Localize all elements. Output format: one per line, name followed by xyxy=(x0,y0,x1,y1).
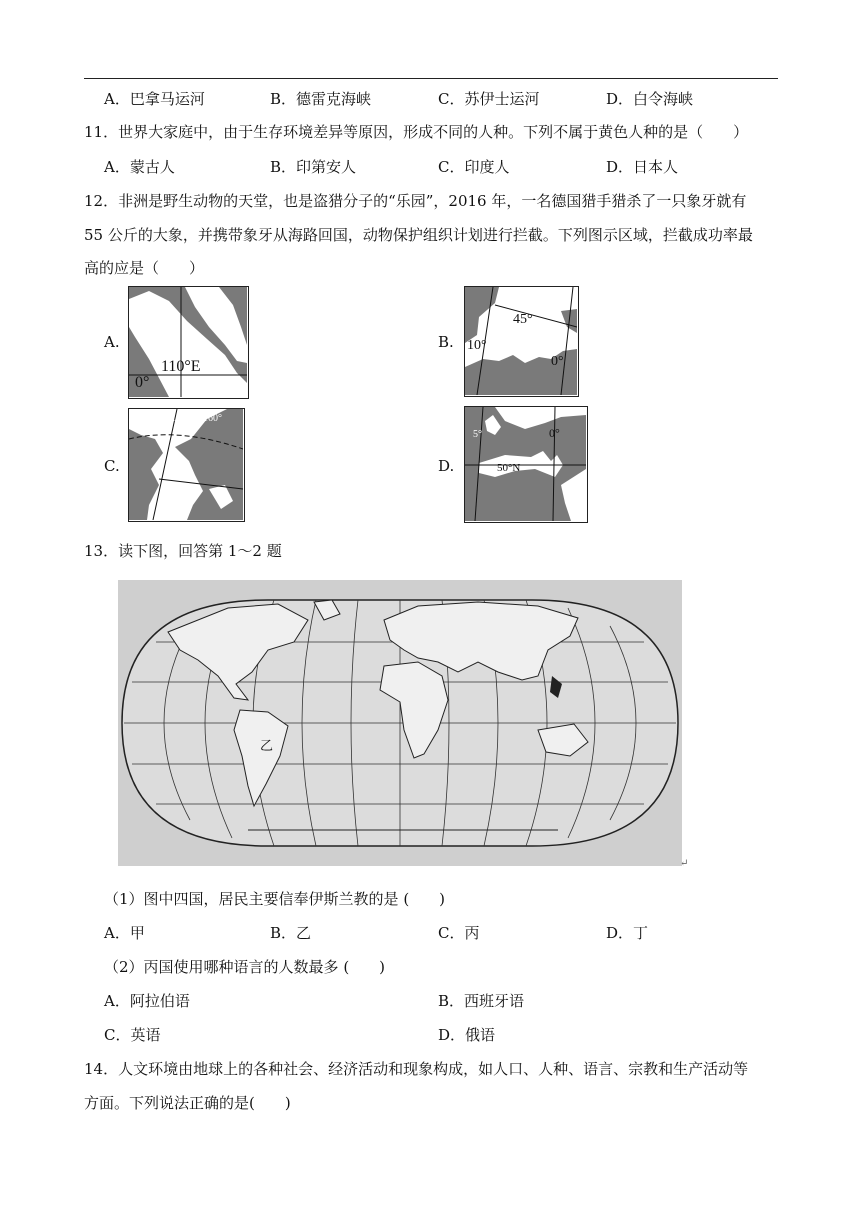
q12-stem-line-2: 55 公斤的大象，并携带象牙从海路回国，动物保护组织计划进行拦截。下列图示区域，拦截成功率最 xyxy=(84,226,753,244)
map-d-label-0: 0° xyxy=(549,426,560,440)
q13-sub1-option-d[interactable]: D．丁 xyxy=(606,924,649,942)
q13-sub2-stem: （2）丙国使用哪种语言的人数最多 ( ) xyxy=(104,958,386,976)
q12-map-a[interactable] xyxy=(128,286,249,399)
world-map-label-yi: 乙 xyxy=(260,739,274,754)
q13-stem: 13．读下图，回答第 1～2 题 xyxy=(84,542,282,560)
map-d-label-50n: 50°N xyxy=(497,462,521,474)
q12-stem-line-1: 12．非洲是野生动物的天堂，也是盗猎分子的“乐园”，2016 年，一名德国猎手猎杀了一只象牙就有 xyxy=(84,192,747,210)
return-mark-icon: ↵ xyxy=(680,858,689,869)
q10-option-d[interactable]: D．白令海峡 xyxy=(606,90,694,108)
q11-option-a[interactable]: A．蒙古人 xyxy=(104,158,175,176)
q12-option-b-label[interactable]: B. xyxy=(438,333,454,351)
q13-sub2-option-d[interactable]: D．俄语 xyxy=(438,1026,496,1044)
q12-map-c[interactable] xyxy=(128,408,245,522)
q13-sub1-stem: （1）图中四国，居民主要信奉伊斯兰教的是 ( ) xyxy=(104,890,446,908)
q12-stem-line-3: 高的应是（ ） xyxy=(84,259,205,277)
map-b-label-10: 10° xyxy=(467,338,487,353)
map-c-label-170: 170° xyxy=(171,413,190,424)
q10-option-a[interactable]: A．巴拿马运河 xyxy=(104,90,205,108)
q11-option-b[interactable]: B．印第安人 xyxy=(270,158,357,176)
map-b-label-45: 45° xyxy=(513,312,533,327)
q12-option-a-label[interactable]: A. xyxy=(104,333,120,351)
q10-option-c[interactable]: C．苏伊士运河 xyxy=(438,90,540,108)
q12-map-b[interactable] xyxy=(464,286,579,397)
map-a-label-110e: 110°E xyxy=(161,358,201,375)
q12-option-d-label[interactable]: D. xyxy=(438,457,455,475)
q13-sub1-option-a[interactable]: A．甲 xyxy=(104,924,145,942)
q14-stem-line-1: 14．人文环境由地球上的各种社会、经济活动和现象构成，如人口、人种、语言、宗教和生产活动等 xyxy=(84,1060,749,1078)
q11-option-c[interactable]: C．印度人 xyxy=(438,158,510,176)
map-c-label-60: 60° xyxy=(171,487,185,498)
q13-sub2-option-c[interactable]: C．英语 xyxy=(104,1026,161,1044)
q14-stem-line-2: 方面。下列说法正确的是( ) xyxy=(84,1094,291,1112)
q11-option-d[interactable]: D．日本人 xyxy=(606,158,679,176)
q11-stem: 11．世界大家庭中，由于生存环境差异等原因，形成不同的人种。下列不属于黄色人种的是（ ） xyxy=(84,123,749,141)
q12-map-d[interactable] xyxy=(464,406,588,523)
map-c-label-160: 160° xyxy=(203,413,222,424)
q12-option-c-label[interactable]: C. xyxy=(104,457,120,475)
q13-world-map[interactable] xyxy=(118,580,682,866)
map-a-label-0: 0° xyxy=(135,374,150,391)
q13-sub1-option-b[interactable]: B．乙 xyxy=(270,924,312,942)
header-rule xyxy=(84,78,778,79)
q13-sub1-option-c[interactable]: C．丙 xyxy=(438,924,480,942)
q10-option-b[interactable]: B．德雷克海峡 xyxy=(270,90,372,108)
q13-sub2-option-a[interactable]: A．阿拉伯语 xyxy=(104,992,190,1010)
map-d-label-5: 5° xyxy=(473,429,482,440)
q13-sub2-option-b[interactable]: B．西班牙语 xyxy=(438,992,525,1010)
map-b-label-0: 0° xyxy=(551,354,564,369)
